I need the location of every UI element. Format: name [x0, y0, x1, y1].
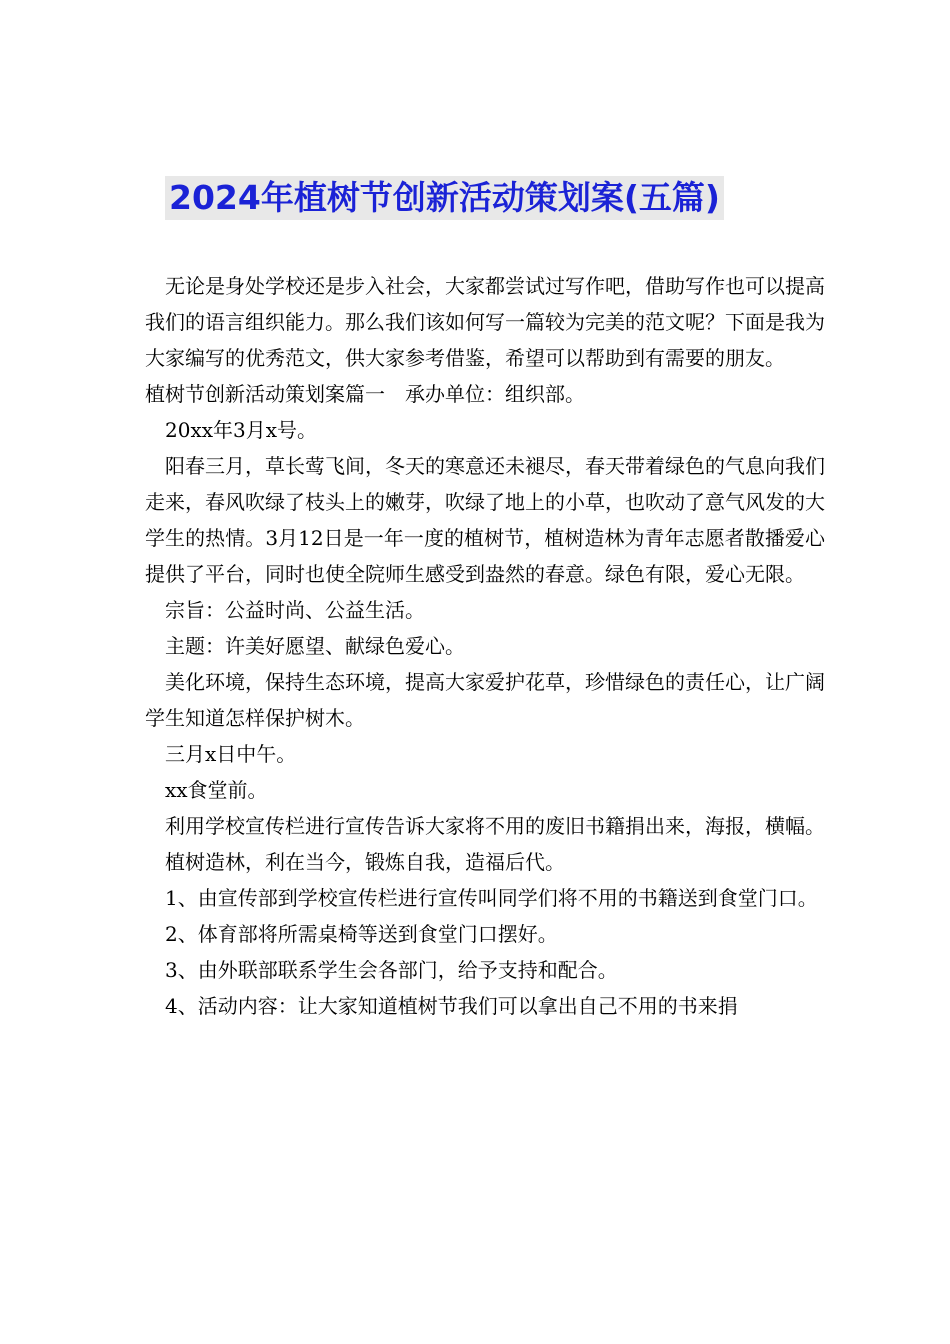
intro-paragraph: 无论是身处学校还是步入社会，大家都尝试过写作吧，借助写作也可以提高我们的语言组织能力。那么我们该如何写一篇较为完美的范文呢？下面是我为大家编写的优秀范文，供大家参考借鉴，希望可以帮助到有需要的朋友。 — [145, 274, 825, 370]
section-heading: 植树节创新活动策划案篇一 承办单位：组织部。 — [145, 382, 585, 406]
step-3: 3、由外联部联系学生会各部门，给予支持和配合。 — [165, 958, 618, 982]
date-line: 20xx年3月x号。 — [165, 418, 318, 442]
theme-line: 主题：许美好愿望、献绿色爱心。 — [165, 634, 465, 658]
document-title: 2024年植树节创新活动策划案(五篇) — [165, 176, 724, 220]
slogan-line: 植树造林，利在当今，锻炼自我，造福后代。 — [165, 850, 565, 874]
goal-paragraph: 美化环境，保持生态环境，提高大家爱护花草，珍惜绿色的责任心，让广阔学生知道怎样保护树木。 — [145, 670, 825, 730]
promotion-paragraph: 利用学校宣传栏进行宣传告诉大家将不用的废旧书籍捐出来，海报，横幅。 — [165, 814, 825, 838]
step-4: 4、活动内容：让大家知道植树节我们可以拿出自己不用的书来捐 — [165, 994, 738, 1018]
background-paragraph: 阳春三月，草长莺飞间，冬天的寒意还未褪尽，春天带着绿色的气息向我们走来，春风吹绿了枝头上的嫩芽，吹绿了地上的小草，也吹动了意气风发的大学生的热情。3月12日是一年一度的植树节，植树造林为青年志愿者散播爱心提供了平台，同时也使全院师生感受到盎然的春意。绿色有限，爱心无限。 — [145, 454, 825, 586]
purpose-line: 宗旨：公益时尚、公益生活。 — [165, 598, 425, 622]
location-line: xx食堂前。 — [165, 778, 268, 802]
time-line: 三月x日中午。 — [165, 742, 297, 766]
step-2: 2、体育部将所需桌椅等送到食堂门口摆好。 — [165, 922, 558, 946]
document-body — [145, 268, 825, 1024]
step-1: 1、由宣传部到学校宣传栏进行宣传叫同学们将不用的书籍送到食堂门口。 — [165, 886, 818, 910]
